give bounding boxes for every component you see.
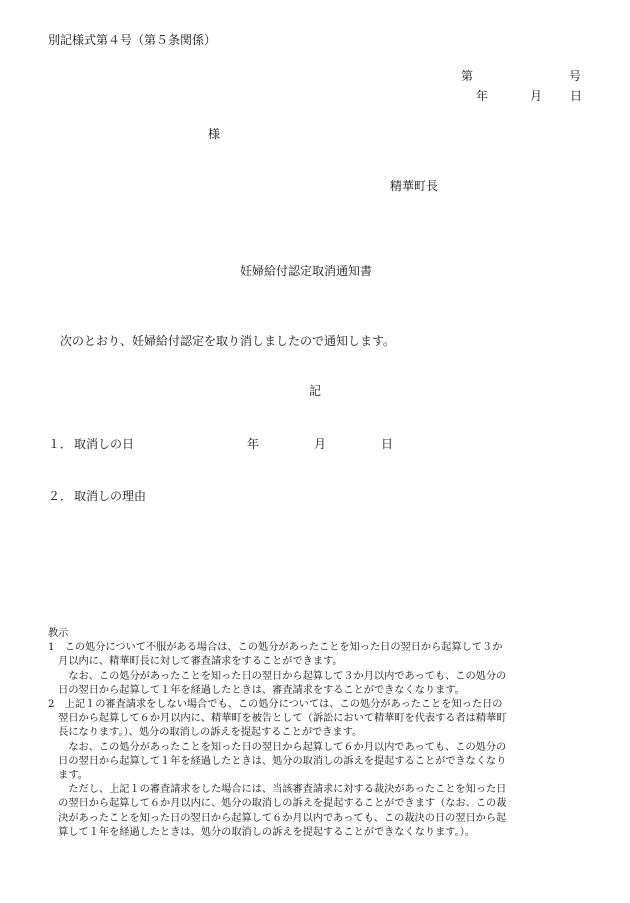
notice-heading: 教示: [48, 628, 69, 639]
notice-line: 長になります。）、処分の取消しの訴えを提起することができます。: [48, 727, 363, 739]
item-label: 取消しの日: [74, 437, 135, 451]
form-label: 別記様式第４号（第５条関係）: [48, 33, 217, 47]
notice-line: 翌日から起算して６か月以内に、精華町を被告として（訴訟において精華町を代表する者は精華町: [48, 713, 507, 725]
date-day: 日: [570, 89, 583, 103]
cancel-month: 月: [314, 437, 327, 451]
notice-line: 決があったことを知った日の翌日から起算して６か月以内であっても、この裁決の日の翌日から起: [48, 812, 507, 824]
number-prefix: 第: [461, 69, 474, 83]
date-month: 月: [530, 89, 543, 103]
notice-line: 1 この処分について不服がある場合は、この処分があったことを知った日の翌日から起算して３か: [48, 642, 503, 654]
notice-line: 月以内に、精華町長に対して審査請求をすることができます。: [48, 656, 343, 668]
notice-line: ます。: [48, 770, 88, 782]
item-number: １．: [48, 437, 73, 451]
cancel-year: 年: [247, 437, 260, 451]
intro-text: 次のとおり、妊婦給付認定を取り消しましたので通知します。: [60, 334, 396, 348]
notice-line: ただし、上記１の審査請求をした場合には、当該審査請求に対する裁決があったことを知った日: [48, 784, 507, 796]
document-title: 妊婦給付認定取消通知書: [240, 264, 373, 278]
notice-line: 2 上記１の審査請求をしない場合でも、この処分については、この処分があったことを知った日の: [48, 699, 503, 711]
addressee-suffix: 様: [208, 127, 221, 141]
notice-line: の翌日から起算して６か月以内に、処分の取消しの訴えを提起することができます（なお、この裁: [48, 798, 507, 810]
notice-section: [48, 627, 588, 840]
cancel-day: 日: [381, 437, 394, 451]
ki-heading: 記: [309, 384, 322, 398]
notice-line: 日の翌日から起算して１年を経過したときは、審査請求をすることができなくなります。: [48, 684, 465, 696]
notice-line: 日の翌日から起算して１年を経過したときは、処分の取消しの訴えを提起することができなくなり: [48, 755, 507, 767]
notice-line: 算して１年を経過したときは、処分の取消しの訴えを提起することができなくなります。）。: [48, 826, 476, 838]
notice-line: なお、この処分があったことを知った日の翌日から起算して６か月以内であっても、この処分の: [48, 741, 507, 753]
item-label: 取消しの理由: [74, 489, 147, 503]
date-year: 年: [476, 89, 489, 103]
notice-line: なお、この処分があったことを知った日の翌日から起算して３か月以内であっても、この処分の: [48, 670, 507, 682]
item-number: ２．: [48, 489, 73, 503]
issuer-name: 精華町長: [390, 179, 439, 193]
number-suffix: 号: [569, 69, 582, 83]
